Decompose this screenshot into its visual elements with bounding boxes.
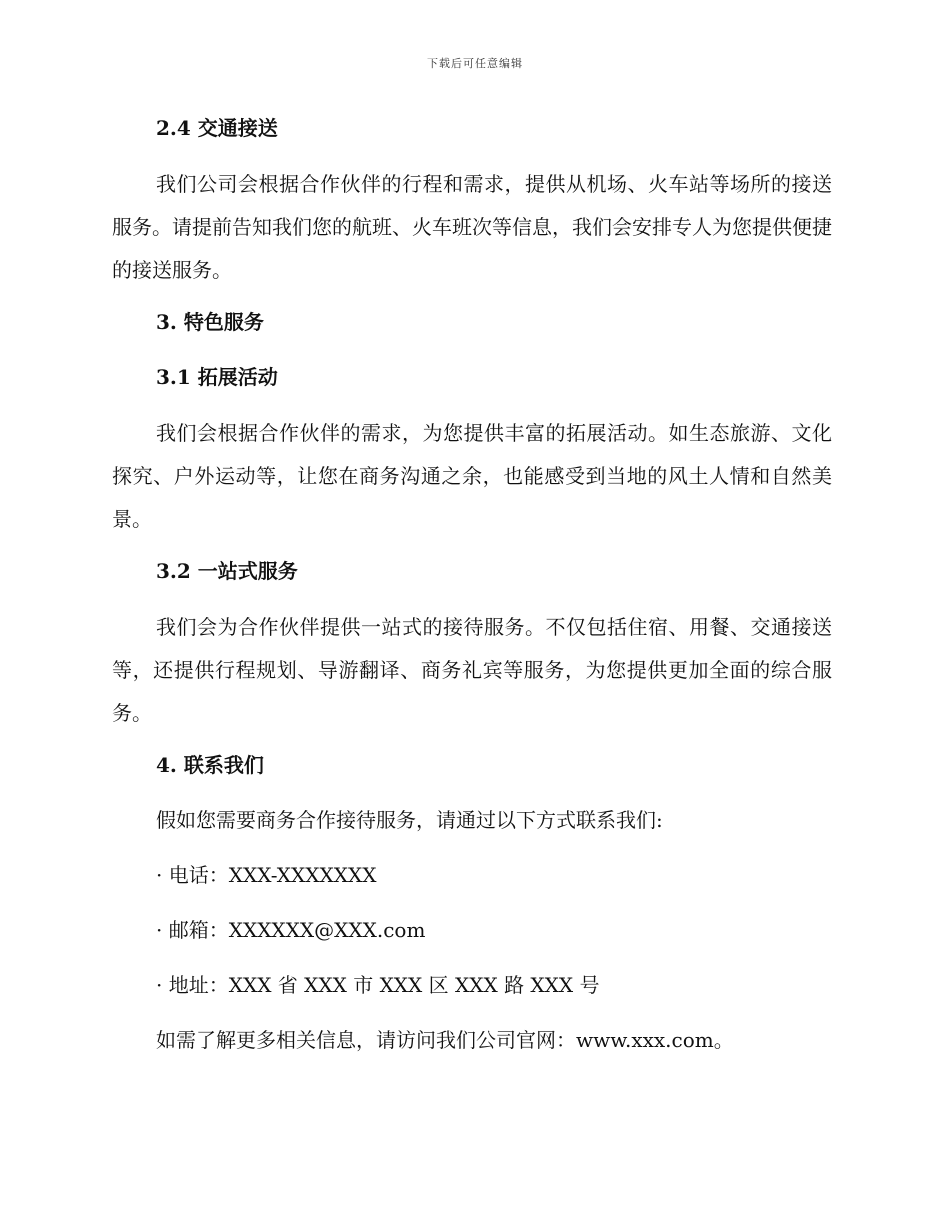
section-heading-3-2: 3.2 一站式服务 — [156, 559, 298, 583]
section-paragraph-3-1: 我们会根据合作伙伴的需求，为您提供丰富的拓展活动。如生态旅游、文化探究、户外运动等，让您在商务沟通之余，也能感受到当地的风土人情和自然美景。 — [112, 421, 832, 531]
document-body — [112, 108, 832, 1075]
section-paragraph-3-2: 我们会为合作伙伴提供一站式的接待服务。不仅包括住宿、用餐、交通接送等，还提供行程规划、导游翻译、商务礼宾等服务，为您提供更加全面的综合服务。 — [112, 615, 832, 725]
page-header-note: 下载后可任意编辑 — [427, 57, 523, 70]
contact-address: · 地址：XXX 省 XXX 市 XXX 区 XXX 路 XXX 号 — [156, 973, 600, 997]
section-paragraph-2-4: 我们公司会根据合作伙伴的行程和需求，提供从机场、火车站等场所的接送服务。请提前告知我们您的航班、火车班次等信息，我们会安排专人为您提供便捷的接送服务。 — [112, 172, 832, 282]
contact-email: · 邮箱：XXXXXX@XXX.com — [156, 918, 426, 942]
section-heading-2-4: 2.4 交通接送 — [156, 116, 278, 140]
section-heading-4: 4. 联系我们 — [156, 753, 264, 777]
section-heading-3-1: 3.1 拓展活动 — [156, 365, 278, 389]
contact-intro: 假如您需要商务合作接待服务，请通过以下方式联系我们: — [156, 808, 663, 832]
contact-website: 如需了解更多相关信息，请访问我们公司官网：www.xxx.com。 — [156, 1028, 734, 1052]
section-heading-3: 3. 特色服务 — [156, 310, 264, 334]
contact-phone: · 电话：XXX-XXXXXXX — [156, 863, 377, 887]
